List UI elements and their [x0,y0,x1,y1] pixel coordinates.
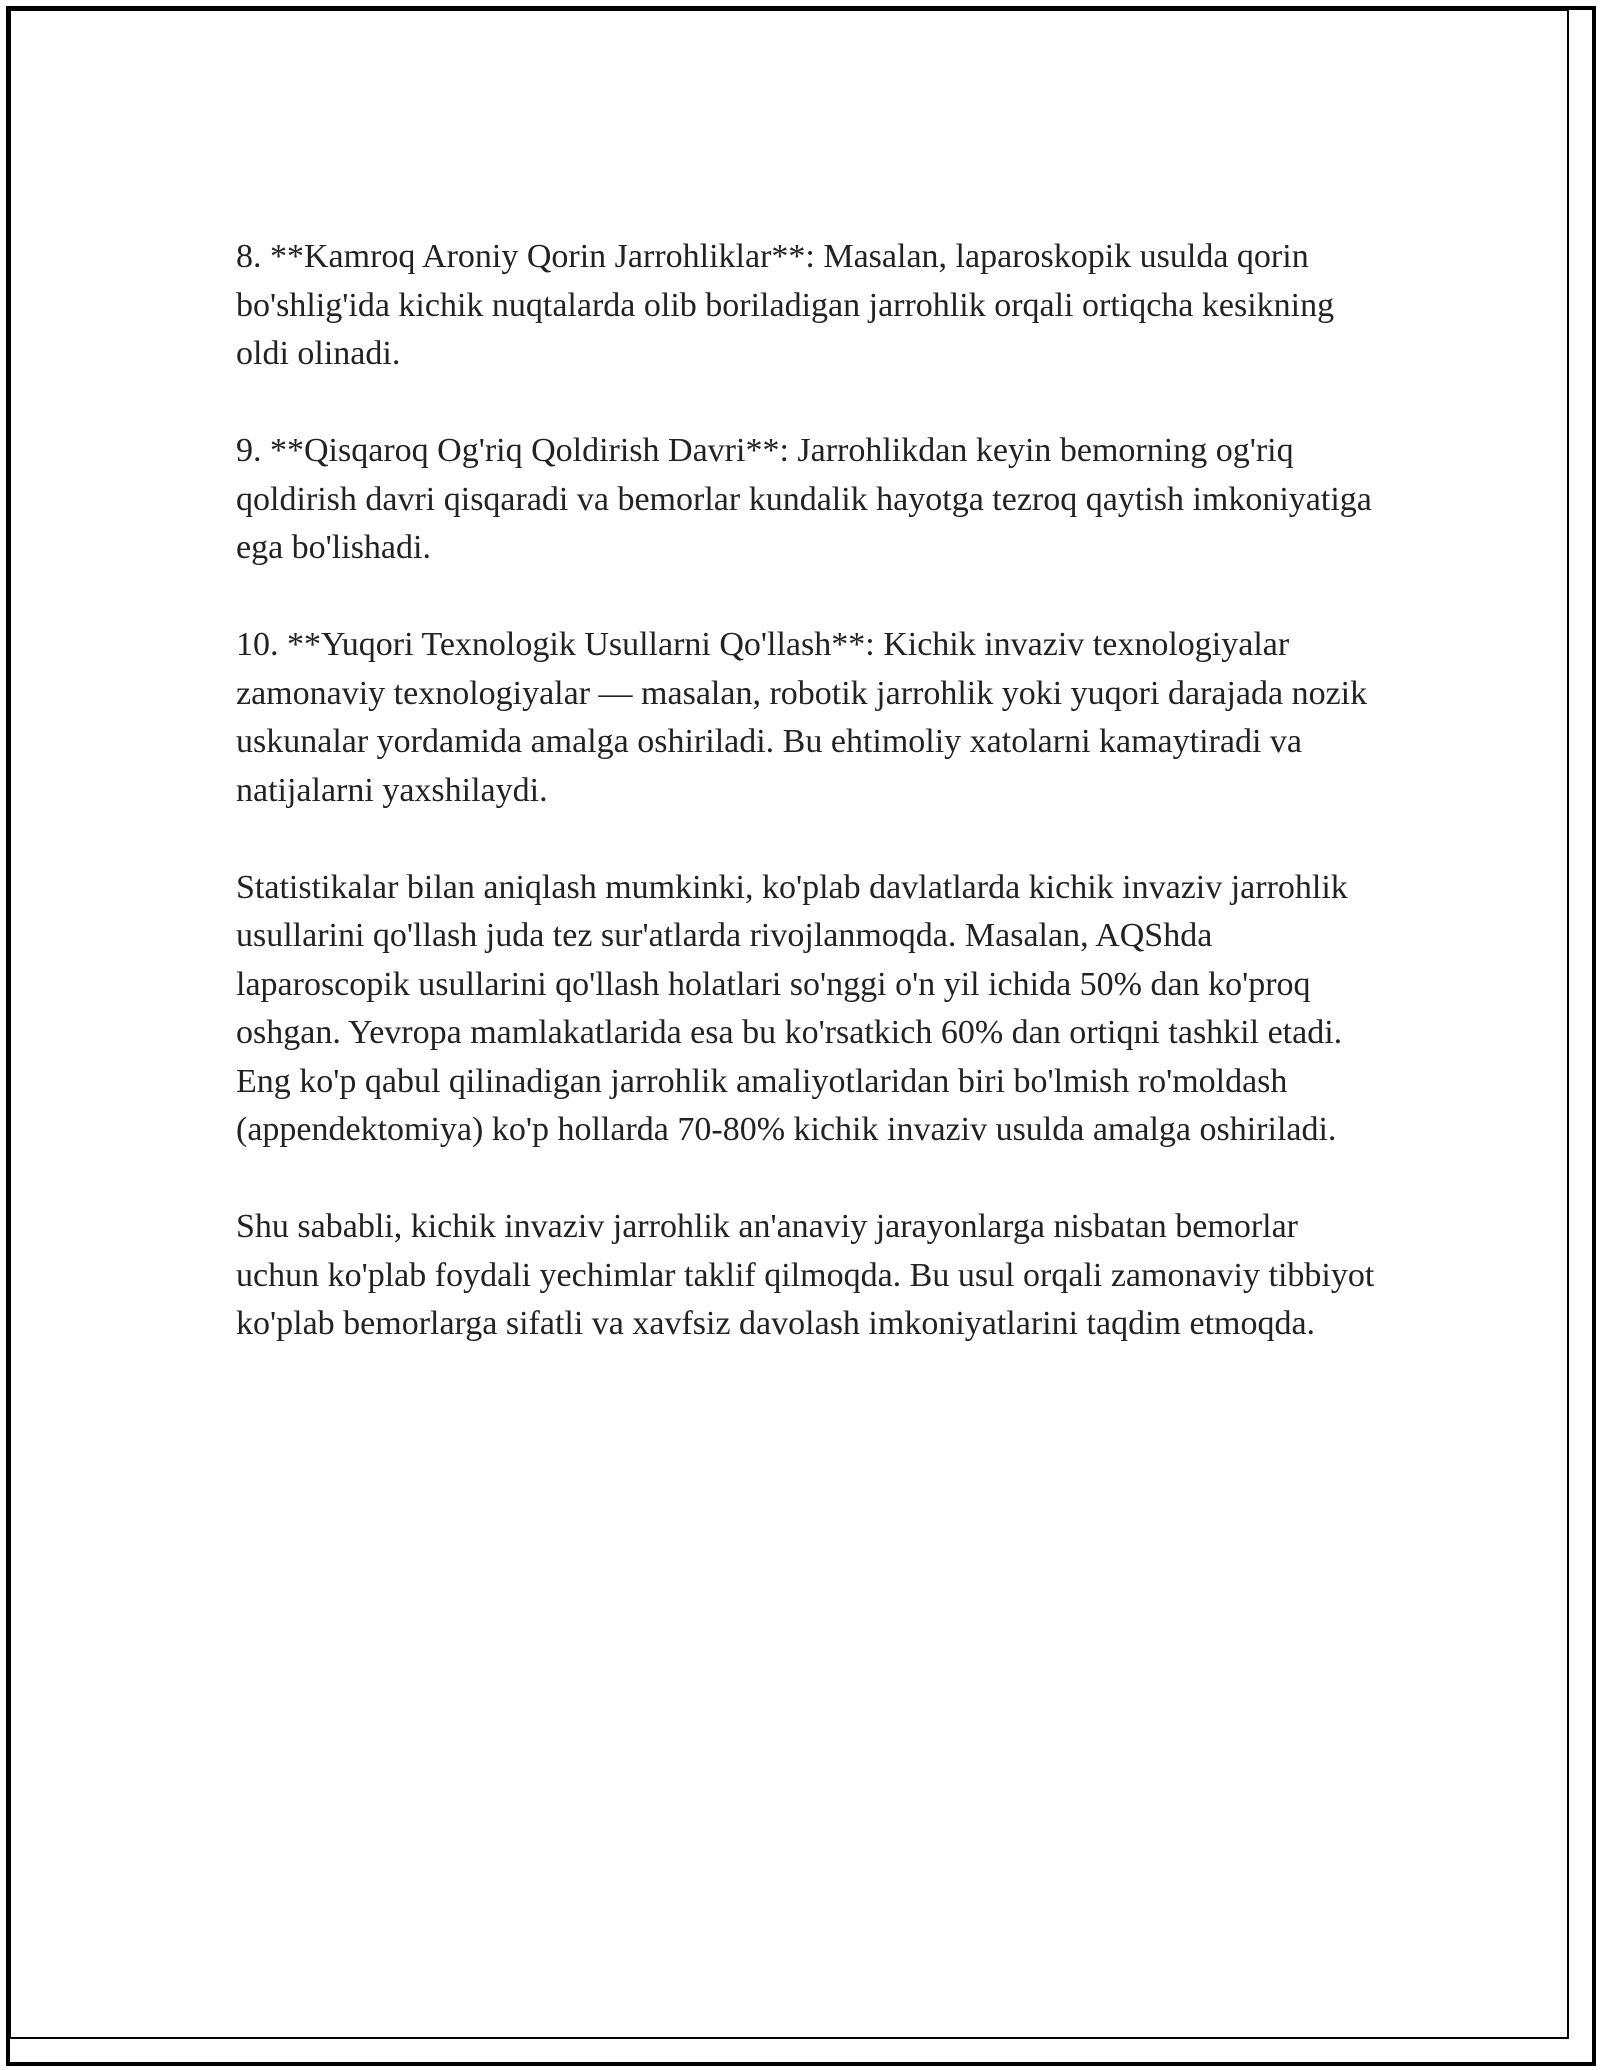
paragraph-item-10: 10. **Yuqori Texnologik Usullarni Qo'llash**: Kichik invaziv texnologiyalar zamonaviy texnologiyalar — masalan, robotik jarrohlik yoki yuqori darajada nozik uskunalar yordamida amalga oshiriladi. Bu ehtimoliy xatolarni kamaytiradi va natijalarni yaxshilaydi. [236,626,1368,809]
document-body [236,233,1376,1349]
paragraph-item-8: 8. **Kamroq Aroniy Qorin Jarrohliklar**: Masalan, laparoskopik usulda qorin bo'shlig'ida kichik nuqtalarda olib boriladigan jarrohlik orqali ortiqcha kesikning oldi olinadi. [236,238,1335,372]
paragraph-conclusion: Shu sababli, kichik invaziv jarrohlik an'anaviy jarayonlarga nisbatan bemorlar uchun ko'plab foydali yechimlar taklif qilmoqda. Bu usul orqali zamonaviy tibbiyot ko'plab bemorlarga sifatli va xavfsiz davolash imkoniyatlarini taqdim etmoqda. [236,1208,1375,1342]
paragraph-item-9: 9. **Qisqaroq Og'riq Qoldirish Davri**: Jarrohlikdan keyin bemorning og'riq qoldirish davri qisqaradi va bemorlar kundalik hayotga tezroq qaytish imkoniyatiga ega bo'lishadi. [236,432,1372,566]
paragraph-statistics: Statistikalar bilan aniqlash mumkinki, ko'plab davlatlarda kichik invaziv jarrohlik usullarini qo'llash juda tez sur'atlarda rivojlanmoqda. Masalan, AQShda laparoscopik usullarini qo'llash holatlari so'nggi o'n yil ichida 50% dan ko'proq oshgan. Yevropa mamlakatlarida esa bu ko'rsatkich 60% dan ortiqni tashkil etadi. Eng ko'p qabul qilinadigan jarrohlik amaliyotlaridan biri bo'lmish ro'moldash (appendektomiya) ko'p hollarda 70-80% kichik invaziv usulda amalga oshiriladi. [236,868,1348,1148]
